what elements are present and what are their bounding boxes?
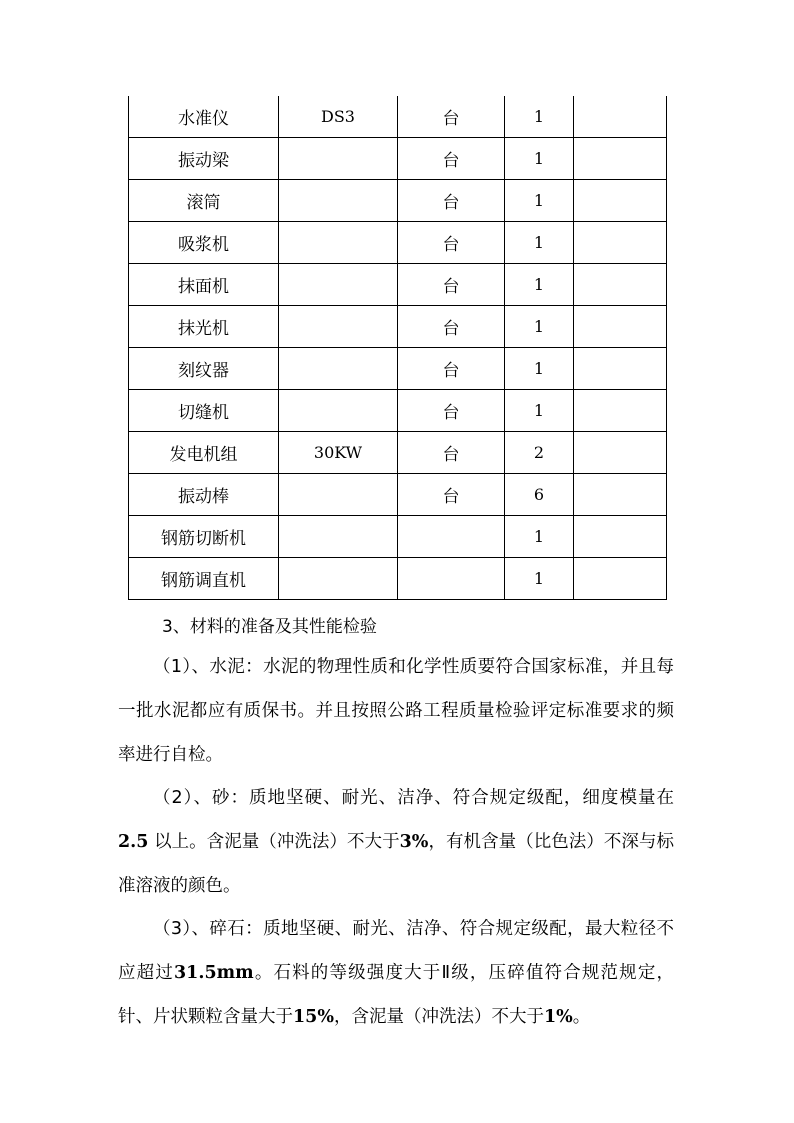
- equipment-qty-cell: 1: [505, 180, 574, 222]
- equipment-note-cell: [574, 474, 667, 516]
- sand-clay-value: 3%: [399, 832, 429, 852]
- equipment-spec-cell: [279, 348, 398, 390]
- cement-prefix: （1）、水泥：: [153, 657, 264, 677]
- gravel-text-d: 。: [572, 1007, 591, 1027]
- equipment-table-body: [129, 96, 667, 600]
- equipment-note-cell: [574, 264, 667, 306]
- equipment-note-cell: [574, 180, 667, 222]
- gravel-text-c: ，含泥量（冲洗法）不大于: [333, 1007, 544, 1027]
- table-row: [129, 516, 667, 558]
- equipment-name-cell: 刻纹器: [129, 348, 279, 390]
- equipment-qty-cell: 1: [505, 96, 574, 138]
- equipment-name-cell: 发电机组: [129, 432, 279, 474]
- cement-text: 水泥的物理性质和化学性质要符合国家标准，并且每一批水泥都应有质保书。并且按照公路工程质量检验评定标准要求的频率进行自检。: [118, 657, 675, 765]
- equipment-name-cell: 振动棒: [129, 474, 279, 516]
- table-row: [129, 180, 667, 222]
- table-row: [129, 306, 667, 348]
- equipment-unit-cell: 台: [398, 306, 505, 348]
- equipment-table: [128, 96, 667, 600]
- equipment-qty-cell: 1: [505, 558, 574, 600]
- gravel-text-b: 。石料的等级强度大于Ⅱ级，压碎值符合规范规定，针、片状颗粒含量大于: [118, 963, 674, 1027]
- equipment-unit-cell: 台: [398, 432, 505, 474]
- gravel-text-a: 质地坚硬、耐光、洁净、符合规定级配，最大粒径不应超过: [118, 919, 675, 983]
- equipment-name-cell: 钢筋调直机: [129, 558, 279, 600]
- equipment-qty-cell: 1: [505, 138, 574, 180]
- equipment-note-cell: [574, 348, 667, 390]
- equipment-name-cell: 水准仪: [129, 96, 279, 138]
- equipment-name-cell: 吸浆机: [129, 222, 279, 264]
- table-row: [129, 264, 667, 306]
- equipment-note-cell: [574, 138, 667, 180]
- equipment-qty-cell: 1: [505, 264, 574, 306]
- equipment-spec-cell: [279, 222, 398, 264]
- equipment-qty-cell: 1: [505, 348, 574, 390]
- gravel-clay-value: 1%: [543, 1007, 573, 1027]
- sand-text-b: 以上。含泥量（冲洗法）不大于: [154, 832, 400, 852]
- equipment-unit-cell: 台: [398, 138, 505, 180]
- equipment-spec-cell: [279, 390, 398, 432]
- equipment-note-cell: [574, 432, 667, 474]
- table-row: [129, 222, 667, 264]
- equipment-note-cell: [574, 222, 667, 264]
- equipment-unit-cell: 台: [398, 390, 505, 432]
- equipment-unit-cell: 台: [398, 348, 505, 390]
- equipment-qty-cell: 1: [505, 516, 574, 558]
- equipment-spec-cell: [279, 516, 398, 558]
- table-row: [129, 474, 667, 516]
- sand-text-c: ，有机含量（比色法）不深与标准溶液的颜色。: [118, 832, 674, 896]
- equipment-spec-cell: [279, 306, 398, 348]
- paragraph-sand: [118, 776, 674, 908]
- sand-prefix: （2）、砂：: [153, 788, 250, 808]
- equipment-unit-cell: 台: [398, 96, 505, 138]
- equipment-note-cell: [574, 306, 667, 348]
- table-row: [129, 390, 667, 432]
- sand-fineness-value: 2.5: [118, 832, 149, 852]
- equipment-spec-cell: [279, 180, 398, 222]
- equipment-name-cell: 滚筒: [129, 180, 279, 222]
- equipment-spec-cell: [279, 264, 398, 306]
- equipment-spec-cell: [279, 558, 398, 600]
- equipment-spec-cell: DS3: [279, 96, 398, 138]
- sand-text-a: 质地坚硬、耐光、洁净、符合规定级配，细度模量在: [249, 788, 674, 808]
- equipment-unit-cell: 台: [398, 474, 505, 516]
- equipment-unit-cell: 台: [398, 222, 505, 264]
- equipment-unit-cell: [398, 516, 505, 558]
- paragraph-gravel: [118, 907, 674, 1039]
- equipment-note-cell: [574, 516, 667, 558]
- equipment-name-cell: 抹面机: [129, 264, 279, 306]
- equipment-qty-cell: 2: [505, 432, 574, 474]
- equipment-spec-cell: [279, 474, 398, 516]
- equipment-qty-cell: 1: [505, 222, 574, 264]
- equipment-name-cell: 抹光机: [129, 306, 279, 348]
- equipment-qty-cell: 1: [505, 390, 574, 432]
- equipment-spec-cell: 30KW: [279, 432, 398, 474]
- table-row: [129, 348, 667, 390]
- equipment-qty-cell: 1: [505, 306, 574, 348]
- equipment-qty-cell: 6: [505, 474, 574, 516]
- table-row: [129, 558, 667, 600]
- equipment-name-cell: 钢筋切断机: [129, 516, 279, 558]
- equipment-spec-cell: [279, 138, 398, 180]
- table-row: [129, 432, 667, 474]
- paragraph-cement: [118, 645, 674, 777]
- equipment-name-cell: 切缝机: [129, 390, 279, 432]
- equipment-unit-cell: 台: [398, 264, 505, 306]
- equipment-note-cell: [574, 96, 667, 138]
- table-row: [129, 138, 667, 180]
- equipment-note-cell: [574, 558, 667, 600]
- gravel-size-value: 31.5mm: [174, 963, 254, 983]
- table-row: [129, 96, 667, 138]
- equipment-name-cell: 振动梁: [129, 138, 279, 180]
- equipment-note-cell: [574, 390, 667, 432]
- gravel-flaky-value: 15%: [293, 1007, 334, 1027]
- equipment-unit-cell: [398, 558, 505, 600]
- section-heading: 3、材料的准备及其性能检验: [162, 617, 377, 637]
- equipment-unit-cell: 台: [398, 180, 505, 222]
- gravel-prefix: （3）、碎石：: [153, 919, 264, 939]
